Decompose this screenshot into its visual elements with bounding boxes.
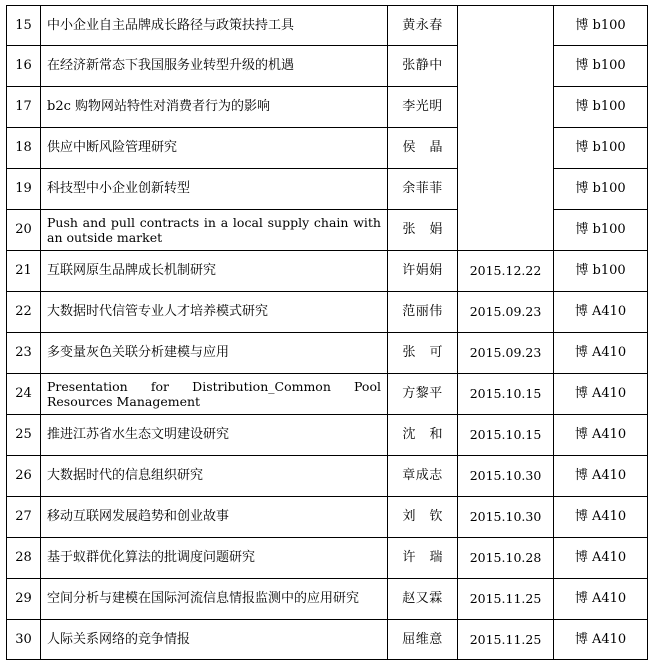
row-number: 18	[7, 128, 41, 169]
venue-room: 博 A410	[554, 374, 648, 415]
talk-title: 大数据时代信管专业人才培养模式研究	[41, 292, 388, 333]
row-number: 29	[7, 579, 41, 620]
table-body	[7, 6, 648, 660]
table-row	[7, 415, 648, 456]
row-number: 20	[7, 210, 41, 251]
speaker-name: 沈和	[388, 415, 458, 456]
speaker-name: 屈维意	[388, 620, 458, 660]
venue-room: 博 b100	[554, 6, 648, 46]
venue-room: 博 A410	[554, 292, 648, 333]
speaker-name: 张娟	[388, 210, 458, 251]
talk-title: b2c 购物网站特性对消费者行为的影响	[41, 87, 388, 128]
row-number: 25	[7, 415, 41, 456]
talk-date: 2015.10.30	[458, 456, 554, 497]
venue-room: 博 A410	[554, 415, 648, 456]
table-row	[7, 333, 648, 374]
row-number: 16	[7, 46, 41, 87]
row-number: 15	[7, 6, 41, 46]
talk-title: 多变量灰色关联分析建模与应用	[41, 333, 388, 374]
talk-title: 互联网原生品牌成长机制研究	[41, 251, 388, 292]
talk-date	[458, 6, 554, 251]
row-number: 22	[7, 292, 41, 333]
table-row	[7, 620, 648, 660]
talk-date: 2015.10.15	[458, 415, 554, 456]
table-row	[7, 579, 648, 620]
venue-room: 博 A410	[554, 333, 648, 374]
talk-date: 2015.10.28	[458, 538, 554, 579]
talk-date: 2015.10.30	[458, 497, 554, 538]
venue-room: 博 b100	[554, 87, 648, 128]
speaker-name: 刘钦	[388, 497, 458, 538]
speaker-name: 张静中	[388, 46, 458, 87]
talk-date: 2015.10.15	[458, 374, 554, 415]
schedule-table	[6, 5, 648, 660]
venue-room: 博 A410	[554, 456, 648, 497]
talk-title: 推进江苏省水生态文明建设研究	[41, 415, 388, 456]
venue-room: 博 b100	[554, 169, 648, 210]
speaker-name: 方黎平	[388, 374, 458, 415]
row-number: 30	[7, 620, 41, 660]
talk-title: 大数据时代的信息组织研究	[41, 456, 388, 497]
venue-room: 博 A410	[554, 579, 648, 620]
talk-title: 中小企业自主品牌成长路径与政策扶持工具	[41, 6, 388, 46]
row-number: 19	[7, 169, 41, 210]
table-row	[7, 251, 648, 292]
venue-room: 博 A410	[554, 538, 648, 579]
talk-title: Push and pull contracts in a local supply chain with an outside market	[41, 210, 388, 251]
speaker-name: 余菲菲	[388, 169, 458, 210]
talk-date: 2015.11.25	[458, 620, 554, 660]
speaker-name: 侯晶	[388, 128, 458, 169]
speaker-name: 范丽伟	[388, 292, 458, 333]
table-row	[7, 374, 648, 415]
talk-title: 在经济新常态下我国服务业转型升级的机遇	[41, 46, 388, 87]
venue-room: 博 A410	[554, 620, 648, 660]
row-number: 17	[7, 87, 41, 128]
table-row	[7, 6, 648, 46]
speaker-name: 许娟娟	[388, 251, 458, 292]
talk-title: Presentation for Distribution_Common Pool Resources Management	[41, 374, 388, 415]
talk-title: 基于蚁群优化算法的批调度问题研究	[41, 538, 388, 579]
venue-room: 博 b100	[554, 251, 648, 292]
row-number: 24	[7, 374, 41, 415]
talk-title: 空间分析与建模在国际河流信息情报监测中的应用研究	[41, 579, 388, 620]
talk-date: 2015.12.22	[458, 251, 554, 292]
talk-date: 2015.09.23	[458, 333, 554, 374]
talk-title: 人际关系网络的竞争情报	[41, 620, 388, 660]
row-number: 21	[7, 251, 41, 292]
row-number: 23	[7, 333, 41, 374]
speaker-name: 许瑞	[388, 538, 458, 579]
talk-title: 科技型中小企业创新转型	[41, 169, 388, 210]
venue-room: 博 b100	[554, 46, 648, 87]
talk-date: 2015.11.25	[458, 579, 554, 620]
talk-title: 移动互联网发展趋势和创业故事	[41, 497, 388, 538]
table-row	[7, 456, 648, 497]
venue-room: 博 b100	[554, 128, 648, 169]
speaker-name: 赵又霖	[388, 579, 458, 620]
speaker-name: 黄永春	[388, 6, 458, 46]
speaker-name: 李光明	[388, 87, 458, 128]
table-row	[7, 292, 648, 333]
table-row	[7, 538, 648, 579]
venue-room: 博 A410	[554, 497, 648, 538]
row-number: 26	[7, 456, 41, 497]
venue-room: 博 b100	[554, 210, 648, 251]
speaker-name: 章成志	[388, 456, 458, 497]
talk-date: 2015.09.23	[458, 292, 554, 333]
talk-title: 供应中断风险管理研究	[41, 128, 388, 169]
row-number: 28	[7, 538, 41, 579]
table-row	[7, 497, 648, 538]
speaker-name: 张可	[388, 333, 458, 374]
row-number: 27	[7, 497, 41, 538]
